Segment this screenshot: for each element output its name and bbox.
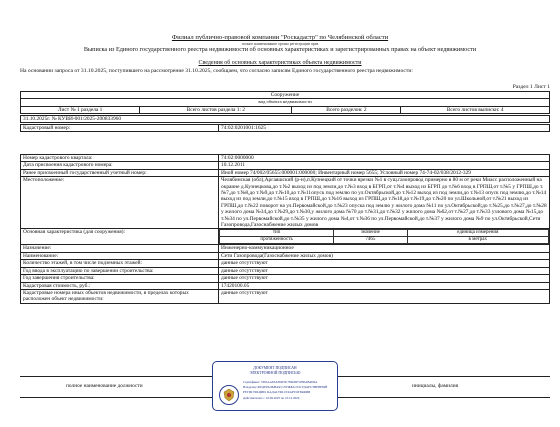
main-char-header: единица измерения <box>407 230 548 237</box>
stamp-line-2: ЭЛЕКТРОННОЙ ПОДПИСЬЮ <box>249 371 301 375</box>
main-char-value: 7465 <box>334 237 407 244</box>
detail-label: Кадастровые номера иных объектов недвижимости, в пределах которых расположен объект недвижимости: <box>21 289 219 303</box>
detail-value: 10.12.2011 <box>219 162 550 169</box>
stamp-cert: Сертификат: 3381AAFA6394F0C78D20E51B0AB4D9A <box>243 380 318 384</box>
detail-value: данные отсутствуют <box>219 289 550 303</box>
extract-id-table <box>20 115 550 123</box>
cadastral-label: Кадастровый номер: <box>21 125 219 132</box>
stamp-valid: Действителен: с 16.09.2025 по 10.12.2026 <box>243 396 300 400</box>
main-char-header: тип <box>220 230 334 237</box>
main-char-label: Основная характеристика (для сооружения): <box>21 229 219 245</box>
organization-caption: полное наименование органа регистрации прав <box>241 42 319 46</box>
detail-value: Сети Газопровода(Газоснабжение жилых домов) <box>219 252 550 259</box>
detail-label: Наименование: <box>21 252 219 259</box>
main-char-header: значение <box>334 230 407 237</box>
stamp-line-1: ДОКУМЕНТ ПОДПИСАН <box>253 366 297 370</box>
detail-label: Количество этажей, в том числе подземных этажей: <box>21 260 219 267</box>
detail-label: Ранее присвоенный государственный учетный номер: <box>21 169 219 176</box>
object-kind-caption: вид объекта недвижимости <box>21 99 550 106</box>
detail-label: Год ввода в эксплуатацию по завершении строительства: <box>21 267 219 274</box>
location-value: Челябинская (обл),Аргаяшский (р-н),п.Кузнецкий от точки врезки №1 в сущ.газопровод примерно в 80 м от реки Миасс расположенный на окраине д.Кузнецкова,до т.№2 выход из под земли,до т.№3 вход в БГРП,от т.№4 выход из БГРП до т.№6 вход в ГРПШ,от т.№5 у ГРПШ,до т.№7,до т.№8,до т.№9,до т.№10,до т.№11опуск под землю по ул.Октябрьской,до т.№12 выход из под земли,до т.№13 опуск под землю,до т.№14 выход из под земли,до т.№15 вход в ГРПШ,до т.№16 выход из ГРПШ,до т.№18,до т.№19,до т.№20 по ул.Школьной,от т.№21 выход из ГРПШ,до т.№22 поворот на ул.Первомайской,до т.№23 опуска под землю у жилого дома №11 по ул.Октябрьской;до т.№25,до т.№27,до т.№28 у жилого дома №34,до т.№29,до т.№30,у жилого дома №70 до т.№31,до т.№32 у жилого дома №62,от т.№27,до т.№33 узлового дома №15,до т.№34 по ул.Первомайской,до т.№35 у жилого дома №4,от т.№36 по ул.Первомайской,до т.№37 у жилого дома №9 по ул.Октябрьской,Сети Газопровода,Газоснабжение жилых домов <box>219 177 550 229</box>
detail-label: Дата присвоения кадастрового номера: <box>21 162 219 169</box>
details-table <box>20 154 550 304</box>
total-sheets-section: Всего листов раздела 1: 2 <box>140 106 292 113</box>
detail-label: Год завершения строительства: <box>21 275 219 282</box>
detail-value: 74:02:0000000 <box>219 155 550 162</box>
detail-value: Инженерно-коммуникационное <box>219 245 550 252</box>
total-sections: Всего разделов: 2 <box>292 106 401 113</box>
intro-text: На основании запроса от 31.10.2025, поступившего на рассмотрение 31.10.2025, сообщаем, что согласно записям Единого государственного реестра недвижимости: <box>20 68 413 74</box>
signature-label: инициалы, фамилия <box>412 383 459 389</box>
detail-label: Кадастровая стоимость, руб.: <box>21 282 219 289</box>
cadastral-cost-value: 17420100.05 <box>219 282 550 289</box>
total-sheets: Всего листов выписки: 4 <box>401 106 550 113</box>
detail-label: Назначение: <box>21 245 219 252</box>
detail-value: данные отсутствуют <box>219 260 550 267</box>
detail-value: данные отсутствуют <box>219 275 550 282</box>
detail-label: Местоположение: <box>21 177 219 229</box>
object-header-table <box>20 91 550 114</box>
section-label: Раздел 1 Лист 1 <box>512 84 550 90</box>
organization-name: Филиал публично-правовой компании "Роскадастр" по Челябинской области <box>171 34 389 41</box>
document-subtitle: Сведения об основных характеристиках объекта недвижимости <box>198 60 362 66</box>
detail-label: Номер кадастрового квартала: <box>21 155 219 162</box>
document-title: Выписка из Единого государственного реестра недвижимости об основных характеристиках и зарегистрированных правах на объект недвижимости <box>83 46 477 53</box>
cadastral-value: 74:02:0201001:1625 <box>219 125 550 132</box>
stamp-owner-2: РЕГИСТРАЦИИ, КАДАСТРА И КАРТОГРАФИИ <box>243 390 311 394</box>
detail-value: Иной номер 74/002/05655:000001:000000; Инвентарный номер 5655; Условный номер 74-74-02/038/2012-329 <box>219 169 550 176</box>
detail-value: данные отсутствуют <box>219 267 550 274</box>
main-char-table <box>219 229 549 244</box>
object-type: Сооружение <box>21 92 550 99</box>
extract-id: 31.10.2025г. № КУВИ-001/2025-200833960 <box>21 116 550 123</box>
electronic-signature-stamp <box>212 361 338 411</box>
position-label: полное наименование должности <box>66 383 143 389</box>
emblem-icon <box>218 384 240 406</box>
sheet-number: Лист № 1 раздела 1 <box>21 106 140 113</box>
main-char-value: протяженность <box>220 237 334 244</box>
cadastral-table <box>20 124 550 132</box>
stamp-owner-1: Владелец: ФЕДЕРАЛЬНАЯ СЛУЖБА ГОСУДАРСТВЕННОЙ <box>243 385 328 389</box>
main-char-value: в метрах <box>407 237 548 244</box>
main-char-cell <box>219 229 550 245</box>
